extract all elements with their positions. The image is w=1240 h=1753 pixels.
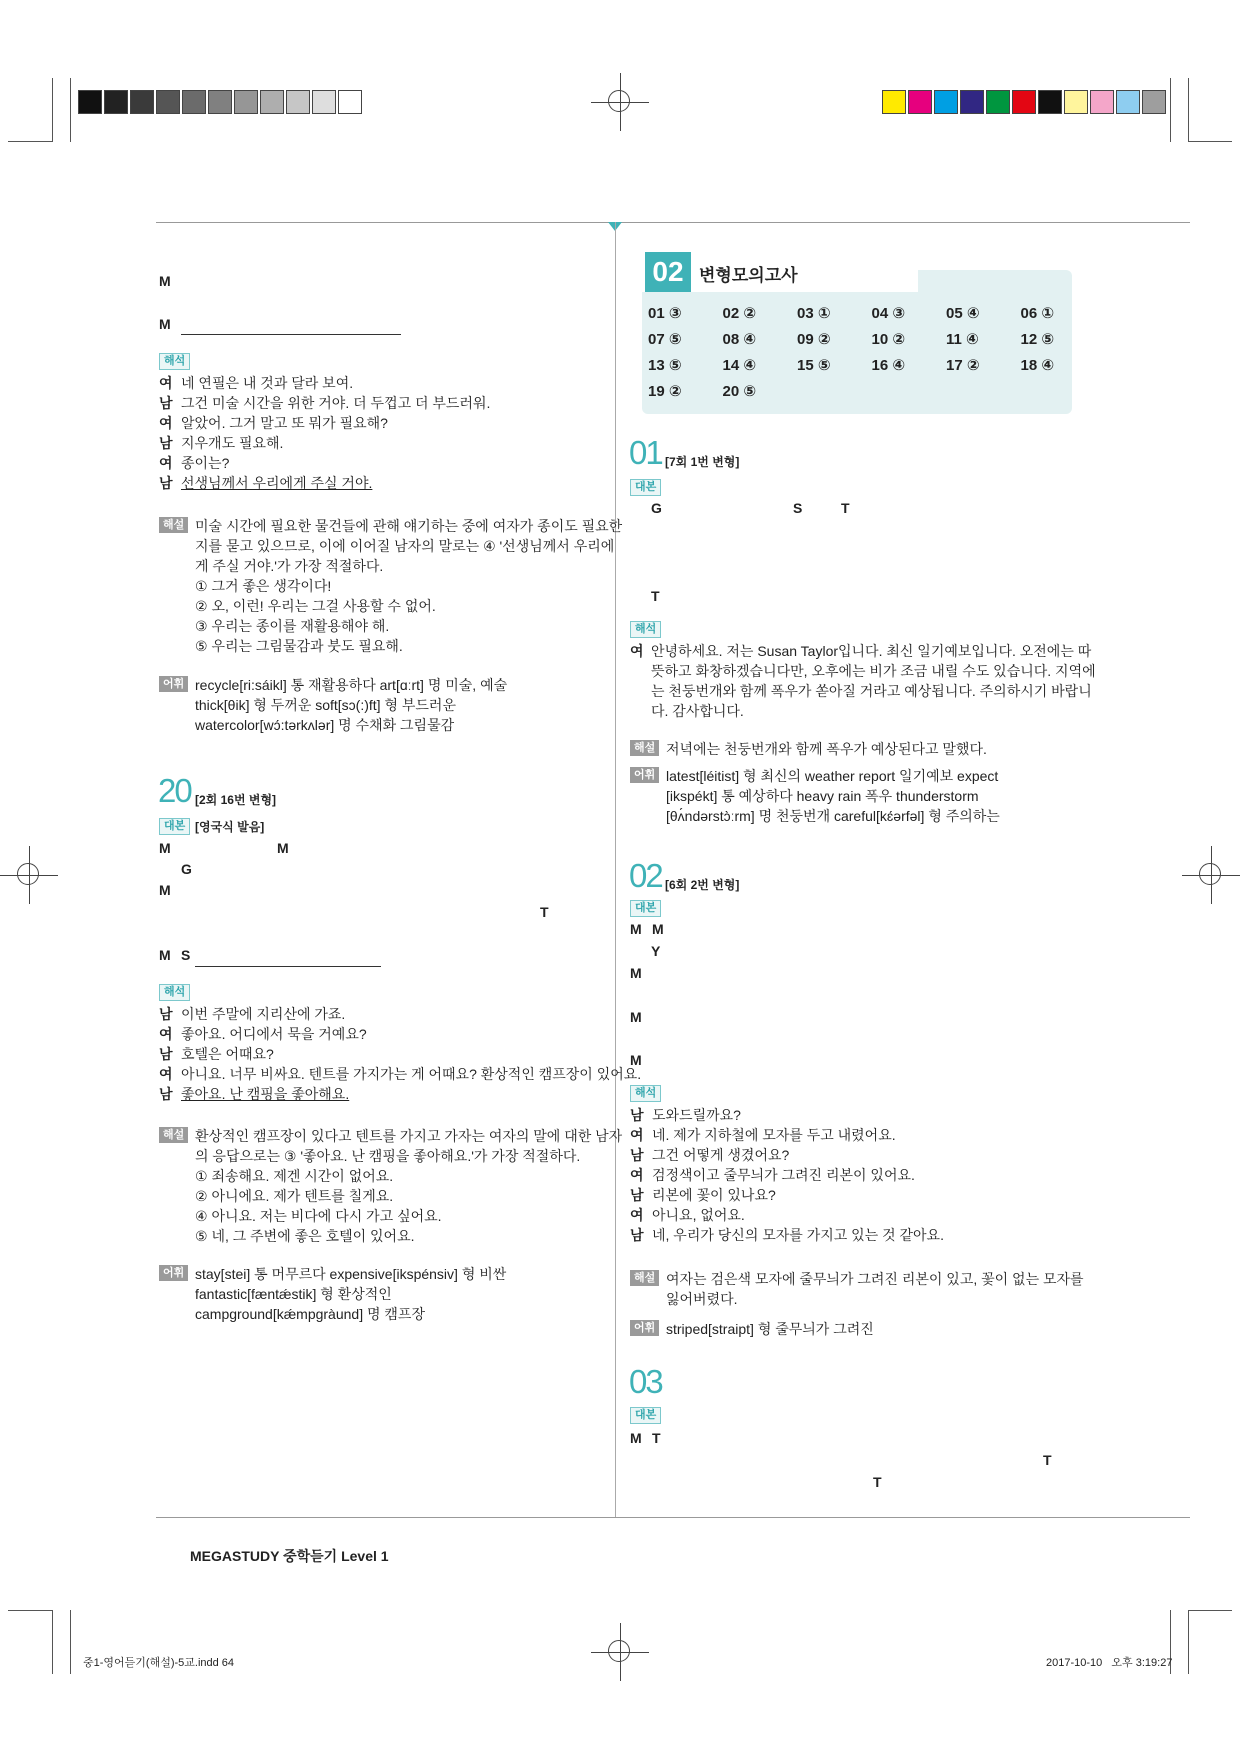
gray-swatch: [312, 90, 336, 114]
color-swatch: [1090, 90, 1114, 114]
q01-vocabulary: latest[léitist] 형 최신의 weather report 일기예보 expect [ikspékt] 통 예상하다 heavy rain 폭우 thunderstorm [θʌ́ndərstɔ̀ːrm] 명 천둥번개 careful[kɛ́ərfəl] 형 주의하는: [666, 768, 1000, 824]
script-tag: 대본: [630, 1407, 661, 1424]
answer-item: 05 ④: [946, 305, 980, 322]
vocab-tag: 어휘: [630, 767, 659, 783]
answer-item: 17 ②: [946, 357, 980, 374]
answer-item: 09 ②: [797, 331, 831, 348]
answer-item: 18 ④: [1020, 357, 1055, 374]
answer-item: 02 ②: [722, 305, 757, 322]
script-initial: T: [540, 904, 549, 920]
top-rule: [156, 222, 1190, 223]
gray-swatch: [104, 90, 128, 114]
answer-item: 13 ⑤: [648, 357, 682, 374]
translation-tag: 해석: [630, 621, 661, 638]
speaker-label: M: [630, 965, 642, 981]
explanation-tag: 해설: [630, 740, 659, 756]
question-number: 20: [158, 772, 191, 809]
color-swatch: [986, 90, 1010, 114]
q20-explanation: 환상적인 캠프장이 있다고 텐트를 가지고 가자는 여자의 말에 대한 남자 의 응답으로는 ③ '좋아요. 난 캠핑을 좋아해요.'가 가장 적절하다. ① 죄송해요. 제겐 시간이 없어요. ② 아니에요. 제가 텐트를 칠게요. ④ 아니요. 저는 비다에 다시 가고 싶어요. ⑤ 네, 그 주변에 좋은 호텔이 있어요.: [195, 1128, 623, 1244]
speaker-label: M: [630, 1052, 642, 1068]
script-initial: G: [181, 861, 192, 877]
answer-item: 07 ⑤: [648, 331, 682, 348]
option: ② 아니에요. 제가 텐트를 칠게요.: [195, 1188, 394, 1204]
question-number: 01: [629, 434, 662, 471]
answer-item: 08 ④: [722, 331, 757, 348]
accent-note: [영국식 발음]: [195, 820, 265, 834]
gray-swatch: [182, 90, 206, 114]
answer-item: 04 ③: [871, 305, 906, 322]
script-tag: 대본: [159, 818, 190, 835]
vocab-tag: 어휘: [630, 1320, 659, 1336]
color-swatch: [882, 90, 906, 114]
option: ⑤ 네, 그 주변에 좋은 호텔이 있어요.: [195, 1228, 415, 1244]
gray-swatch: [208, 90, 232, 114]
answer-item: 14 ④: [722, 357, 757, 374]
vocab-tag: 어휘: [159, 1265, 188, 1281]
dialogue-line: 여 검정색이고 줄무늬가 그려진 리본이 있어요.: [630, 1167, 915, 1183]
script-initial: T: [841, 500, 850, 516]
gray-swatch: [234, 90, 258, 114]
speaker-label: M: [630, 1430, 642, 1446]
speaker-label: M: [159, 840, 171, 856]
explanation-tag: 해설: [159, 517, 188, 533]
dialogue-line: 여 아니요, 없어요.: [630, 1207, 745, 1223]
translation-tag: 해석: [159, 984, 190, 1001]
speaker-label: M: [652, 921, 664, 937]
dialogue-line: 여 네 연필은 내 것과 달라 보여.: [159, 375, 354, 391]
bottom-rule: [156, 1517, 1190, 1518]
option: ④ 아니요. 저는 비다에 다시 가고 싶어요.: [195, 1208, 442, 1224]
explanation-tag: 해설: [159, 1127, 188, 1143]
q19-explanation: 미술 시간에 필요한 물건들에 관해 얘기하는 중에 여자가 종이도 필요한 지를 묻고 있으므로, 이에 이어질 남자의 말로는 ④ '선생님께서 우리에 게 주실 거야.'가 가장 적절하다. ① 그거 좋은 생각이다! ② 오, 이런! 우리는 그걸 사용할 수 없어. ③ 우리는 종이를 재활용해야 해. ⑤ 우리는 그림물감과 붓도 필요해.: [195, 518, 623, 654]
option: ② 오, 이런! 우리는 그걸 사용할 수 없어.: [195, 598, 436, 614]
dialogue-line: 남 좋아요. 난 캠핑을 좋아해요.: [159, 1086, 350, 1102]
dialogue-line: 남 지우개도 필요해.: [159, 435, 284, 451]
answer-item: 16 ④: [871, 357, 906, 374]
answer-item: 12 ⑤: [1020, 331, 1055, 348]
option: ⑤ 우리는 그림물감과 붓도 필요해.: [195, 638, 403, 654]
color-swatch: [934, 90, 958, 114]
dialogue-line: 여 아니요. 너무 비싸요. 텐트를 가지가는 게 어때요? 환상적인 캠프장이 있어요.: [159, 1066, 642, 1082]
question-source: [2회 16번 변형]: [195, 793, 277, 807]
script-initial: Y: [651, 943, 661, 959]
script-initial: S: [181, 947, 191, 963]
script-initial: S: [793, 500, 803, 516]
answer-item: 15 ⑤: [797, 357, 831, 374]
option: ① 그거 좋은 생각이다!: [195, 578, 332, 594]
answer-item: 20 ⑤: [722, 383, 757, 400]
speaker-label: M: [277, 840, 289, 856]
gray-swatch: [260, 90, 284, 114]
question-source: [7회 1번 변형]: [665, 455, 740, 469]
color-swatch: [1012, 90, 1036, 114]
color-swatch: [908, 90, 932, 114]
script-tag: 대본: [630, 479, 661, 496]
explanation-tag: 해설: [630, 1270, 659, 1286]
registration-mark-bottom: [591, 1623, 649, 1681]
dialogue-line: 여 좋아요. 어디에서 묵을 거예요?: [159, 1026, 367, 1042]
dialogue-line: 남 도와드릴까요?: [630, 1107, 741, 1123]
speaker-label: M: [630, 921, 642, 937]
q19-translation: [159, 373, 490, 493]
question-number: 02: [629, 857, 662, 894]
script-initial: T: [873, 1474, 882, 1490]
speaker-label: 여: [630, 643, 644, 659]
color-swatch: [1116, 90, 1140, 114]
registration-mark-right: [1182, 846, 1240, 904]
footer-brand: MEGASTUDY 중학듣기 Level 1: [190, 1548, 389, 1564]
speaker-label: M: [159, 882, 171, 898]
speaker-label: M: [630, 1009, 642, 1025]
dialogue-line: 남 선생님께서 우리에게 주실 거야.: [159, 475, 373, 491]
registration-mark-top: [591, 73, 649, 131]
q19-vocabulary: recycle[ri:sáikl] 통 재활용하다 art[ɑːrt] 명 미술, 예술 thick[θik] 형 두꺼운 soft[sɔ(:)ft] 형 부드러운 watercolor[wɔ́:tərkʌlər] 명 수채화 그림물감: [195, 677, 508, 733]
dialogue-line: 여 네. 제가 지하철에 모자를 두고 내렸어요.: [630, 1127, 896, 1143]
registration-mark-left: [0, 846, 58, 904]
q02-vocabulary: striped[straipt] 형 줄무늬가 그려진: [666, 1321, 874, 1337]
dialogue-line: 남 네, 우리가 당신의 모자를 가지고 있는 것 같아요.: [630, 1227, 944, 1243]
gray-swatch: [338, 90, 362, 114]
answer-item: 03 ①: [797, 305, 831, 322]
speaker-label: M: [159, 273, 171, 289]
dialogue-line: 남 그건 어떻게 생겼어요?: [630, 1147, 790, 1163]
dialogue-line: 남 리본에 꽃이 있나요?: [630, 1187, 776, 1203]
gray-swatch: [130, 90, 154, 114]
dialogue-line: 남 호텔은 어때요?: [159, 1046, 274, 1062]
q20-translation: [159, 1004, 641, 1104]
dialogue-line: 남 이번 주말에 지리산에 가죠.: [159, 1006, 346, 1022]
answer-blank: [195, 966, 381, 967]
option: ③ 우리는 종이를 재활용해야 해.: [195, 618, 390, 634]
color-swatch: [1064, 90, 1088, 114]
gray-swatch: [78, 90, 102, 114]
script-initial: T: [651, 588, 660, 604]
answer-blank: [181, 334, 401, 335]
dialogue-line: 여 종이는?: [159, 455, 230, 471]
answer-item: 06 ①: [1020, 305, 1055, 322]
dialogue-line: 남 그건 미술 시간을 위한 거야. 더 두껍고 더 부드러워.: [159, 395, 491, 411]
script-tag: 대본: [630, 900, 661, 917]
vocab-tag: 어휘: [159, 676, 188, 692]
answer-item: 11 ④: [946, 331, 979, 348]
script-initial: T: [1043, 1452, 1052, 1468]
answer-item: 19 ②: [648, 383, 682, 400]
script-initial: G: [651, 500, 662, 516]
translation-tag: 해석: [630, 1085, 661, 1102]
question-source: [6회 2번 변형]: [665, 878, 740, 892]
footer-filename: 중1-영어듣기(해설)-5교.indd 64: [83, 1657, 235, 1669]
column-divider: [615, 222, 616, 1518]
q01-translation: 안녕하세요. 저는 Susan Taylor입니다. 최신 일기예보입니다. 오전에는 따 뜻하고 화창하겠습니다만, 오후에는 비가 조금 내릴 수도 있습니다. 지역에 는 천둥번개와 함께 폭우가 쏟아질 거라고 예상됩니다. 주의하시기 바랍니 다. 감사합니다.: [651, 643, 1096, 719]
script-initial: T: [652, 1430, 661, 1446]
color-swatch: [1038, 90, 1062, 114]
q01-explanation: 저녁에는 천둥번개와 함께 폭우가 예상된다고 말했다.: [666, 741, 987, 757]
q02-explanation: 여자는 검은색 모자에 줄무늬가 그려진 리본이 있고, 꽃이 없는 모자를 잃어버렸다.: [666, 1271, 1084, 1307]
footer-timestamp: 2017-10-10 오후 3:19:27: [1046, 1657, 1173, 1669]
gray-swatch: [156, 90, 180, 114]
speaker-label: M: [159, 316, 171, 332]
translation-tag: 해석: [159, 353, 190, 370]
color-swatch: [1142, 90, 1166, 114]
dialogue-line: 여 알았어. 그거 말고 또 뭐가 필요해?: [159, 415, 388, 431]
option: ① 죄송해요. 제겐 시간이 없어요.: [195, 1168, 394, 1184]
color-swatch: [960, 90, 984, 114]
answer-item: 10 ②: [871, 331, 906, 348]
q20-vocabulary: stay[stei] 통 머무르다 expensive[ikspénsiv] 형 비싼 fantastic[fæntǽstik] 형 환상적인 campground[kǽmpgràund] 명 캠프장: [195, 1266, 507, 1322]
test-number-badge: 02: [645, 252, 691, 292]
speaker-label: M: [159, 947, 171, 963]
question-number: 03: [629, 1363, 662, 1400]
q02-translation: [630, 1105, 944, 1245]
answer-item: 01 ③: [648, 305, 682, 322]
section-title: 변형모의고사: [699, 266, 798, 285]
gray-swatch: [286, 90, 310, 114]
